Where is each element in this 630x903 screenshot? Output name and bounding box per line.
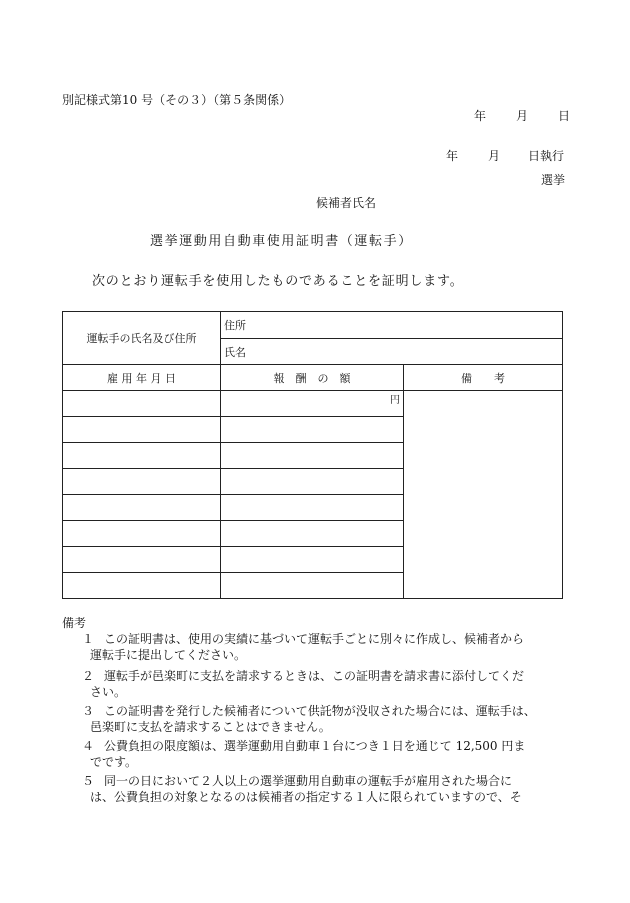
- note-item: [62, 773, 572, 805]
- employment-date-cell[interactable]: [63, 443, 221, 469]
- employment-date-cell[interactable]: [63, 521, 221, 547]
- certificate-table: [62, 311, 563, 599]
- form-reference: 別記様式第10 号（その３）（第５条関係）: [62, 93, 292, 107]
- election-date: [446, 147, 564, 164]
- remuneration-cell[interactable]: [221, 547, 404, 573]
- remarks-cell[interactable]: [403, 391, 562, 599]
- note-line: 邑楽町に支払を請求することはできません。: [90, 720, 331, 734]
- candidate-name-label: 候補者氏名: [316, 196, 377, 210]
- exec-day: 日執行: [528, 149, 565, 163]
- header-remuneration: 報 酬 の 額: [221, 365, 404, 391]
- note-item: [62, 738, 572, 770]
- note-line: この証明書を発行した候補者について供託物が没収された場合には、運転手は、: [104, 704, 536, 718]
- note-line: この証明書は、使用の実績に基づいて運転手ごとに別々に作成し、候補者から: [104, 632, 525, 646]
- note-line: は、公費負担の対象となるのは候補者の指定する１人に限られていますので、そ: [90, 790, 522, 804]
- note-number: １: [82, 632, 95, 646]
- employment-date-cell[interactable]: [63, 547, 221, 573]
- employment-date-cell[interactable]: [63, 495, 221, 521]
- employment-date-cell[interactable]: [63, 469, 221, 495]
- remuneration-cell[interactable]: [221, 573, 404, 599]
- note-number: ５: [82, 774, 95, 788]
- exec-month: 月: [488, 149, 501, 163]
- note-item: [62, 668, 572, 700]
- note-line: 公費負担の限度額は、選挙運動用自動車１台につき１日を通じて 12,500 円ま: [104, 739, 526, 753]
- employment-date-cell[interactable]: [63, 391, 221, 417]
- address-label: 住所: [224, 319, 246, 332]
- note-item: [62, 631, 572, 663]
- table-row: [63, 312, 563, 339]
- note-line: さい。: [90, 685, 127, 699]
- note-number: ３: [82, 704, 95, 718]
- name-cell[interactable]: [221, 339, 563, 365]
- driver-label-cell: 運転手の氏名及び住所: [63, 312, 221, 365]
- date-year: 年: [474, 109, 487, 123]
- note-number: ２: [82, 669, 95, 683]
- document-title: 選挙運動用自動車使用証明書（運転手）: [150, 234, 413, 249]
- remuneration-cell[interactable]: [221, 417, 404, 443]
- employment-date-cell[interactable]: [63, 417, 221, 443]
- yen-label: 円: [389, 395, 400, 406]
- note-number: ４: [82, 739, 95, 753]
- remuneration-cell[interactable]: [221, 443, 404, 469]
- table-row: [63, 391, 563, 417]
- remuneration-cell[interactable]: [221, 521, 404, 547]
- intro-text: 次のとおり運転手を使用したものであることを証明します。: [92, 274, 464, 289]
- remuneration-cell[interactable]: [221, 391, 404, 417]
- note-line: でです。: [90, 755, 138, 769]
- notes-heading: 備考: [62, 616, 87, 630]
- header-employment-date: 雇 用 年 月 日: [63, 365, 221, 391]
- election-label: 選挙: [541, 173, 566, 187]
- address-cell[interactable]: [221, 312, 563, 339]
- remuneration-cell[interactable]: [221, 469, 404, 495]
- employment-date-cell[interactable]: [63, 573, 221, 599]
- name-label: 氏名: [224, 345, 246, 359]
- note-line: 同一の日において２人以上の選挙運動用自動車の運転手が雇用された場合に: [104, 774, 513, 788]
- remuneration-cell[interactable]: [221, 495, 404, 521]
- date-day: 日: [558, 109, 571, 123]
- table-header-row: [63, 365, 563, 391]
- date-month: 月: [516, 109, 529, 123]
- note-line: 運転手が邑楽町に支払を請求するときは、この証明書を請求書に添付してくだ: [104, 669, 525, 683]
- note-line: 運転手に提出してください。: [90, 648, 247, 662]
- note-item: [62, 703, 572, 735]
- exec-year: 年: [446, 149, 459, 163]
- issue-date: [474, 107, 570, 124]
- header-remarks: 備 考: [403, 365, 562, 391]
